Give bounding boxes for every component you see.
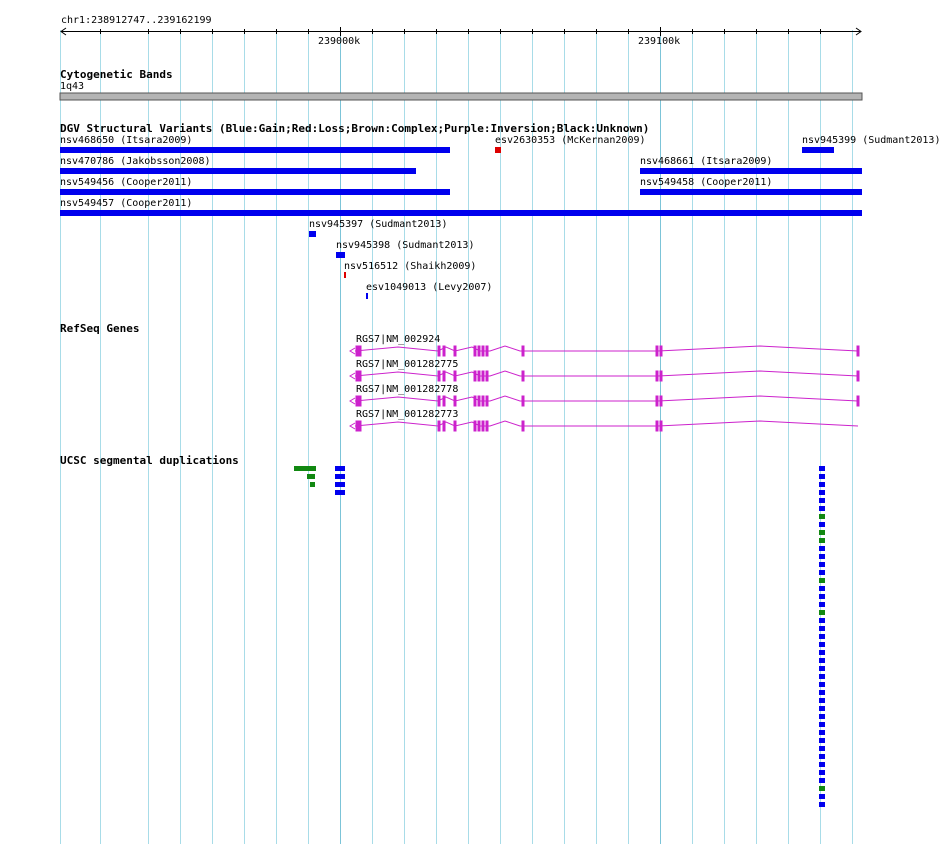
segdup-bar[interactable] — [819, 690, 825, 695]
segdup-bar[interactable] — [819, 802, 825, 807]
dgv-label-nsv945398[interactable]: nsv945398 (Sudmant2013) — [336, 240, 475, 251]
segdup-bar[interactable] — [819, 794, 825, 799]
dgv-label-nsv468650[interactable]: nsv468650 (Itsara2009) — [60, 135, 193, 146]
segdup-bar[interactable] — [819, 546, 825, 551]
dgv-bar-nsv945399[interactable] — [802, 147, 834, 153]
segdup-bar[interactable] — [819, 682, 825, 687]
dgv-label-esv2630353[interactable]: esv2630353 (McKernan2009) — [495, 135, 646, 146]
dgv-label-nsv470786[interactable]: nsv470786 (Jakobsson2008) — [60, 156, 211, 167]
dgv-label-esv1049013[interactable]: esv1049013 (Levy2007) — [366, 282, 493, 293]
tick-label-239100k: 239100k — [638, 36, 681, 47]
dgv-bar-nsv470786[interactable] — [60, 168, 416, 174]
segdup-bar[interactable] — [335, 474, 345, 479]
dgv-bar-nsv549456[interactable] — [60, 189, 450, 195]
segdup-bar[interactable] — [819, 786, 825, 791]
location-readout: chr1:238912747..239162199 — [61, 15, 212, 26]
segdup-bar[interactable] — [819, 490, 825, 495]
segdup-bar[interactable] — [335, 482, 345, 487]
transcript-NM_002924[interactable] — [350, 346, 859, 356]
dgv-bar-nsv549457[interactable] — [60, 210, 862, 216]
segdup-bar[interactable] — [819, 746, 825, 751]
cytoband-1q43[interactable] — [60, 93, 862, 100]
segdup-bar[interactable] — [819, 762, 825, 767]
segdup-bar[interactable] — [819, 650, 825, 655]
segdup-bar[interactable] — [819, 658, 825, 663]
transcript-NM_001282775[interactable] — [350, 371, 859, 381]
segdup-bar[interactable] — [310, 482, 315, 487]
dgv-bar-nsv549458[interactable] — [640, 189, 862, 195]
segdup-bar[interactable] — [819, 754, 825, 759]
refseq-label-NM_002924[interactable]: RGS7|NM_002924 — [356, 334, 441, 345]
transcript-NM_001282778[interactable] — [350, 396, 859, 406]
dgv-label-nsv468661[interactable]: nsv468661 (Itsara2009) — [640, 156, 773, 167]
segdup-bar[interactable] — [819, 698, 825, 703]
segdup-bar[interactable] — [335, 466, 345, 471]
segdup-bar[interactable] — [819, 706, 825, 711]
dgv-bar-nsv945397[interactable] — [309, 231, 316, 237]
dgv-bar-nsv468650[interactable] — [60, 147, 450, 153]
segdup-bar[interactable] — [819, 514, 825, 519]
segdup-bar[interactable] — [819, 554, 825, 559]
segdup-bar[interactable] — [819, 586, 825, 591]
refseq-label-NM_001282773[interactable]: RGS7|NM_001282773 — [356, 409, 459, 420]
dgv-label-nsv945399[interactable]: nsv945399 (Sudmant2013) — [802, 135, 940, 146]
segdup-bar[interactable] — [335, 490, 345, 495]
dgv-bar-esv2630353[interactable] — [495, 147, 501, 153]
segdup-bar[interactable] — [819, 570, 825, 575]
segdup-bar[interactable] — [294, 466, 316, 471]
segdup-track-title[interactable]: UCSC segmental duplications — [60, 454, 239, 467]
segdup-bar[interactable] — [819, 618, 825, 623]
cytoband-label: 1q43 — [60, 81, 85, 92]
segdup-bar[interactable] — [819, 498, 825, 503]
segdup-bar[interactable] — [819, 634, 825, 639]
dgv-label-nsv516512[interactable]: nsv516512 (Shaikh2009) — [344, 261, 477, 272]
dgv-bar-nsv468661[interactable] — [640, 168, 862, 174]
segdup-bar[interactable] — [819, 602, 825, 607]
dgv-label-nsv945397[interactable]: nsv945397 (Sudmant2013) — [309, 219, 448, 230]
segdup-bar[interactable] — [819, 642, 825, 647]
segdup-bar[interactable] — [819, 714, 825, 719]
segdup-bar[interactable] — [819, 594, 825, 599]
segdup-bar[interactable] — [819, 482, 825, 487]
segdup-bar[interactable] — [819, 674, 825, 679]
segdup-bar[interactable] — [819, 666, 825, 671]
segdup-bar[interactable] — [819, 610, 825, 615]
refseq-track-title[interactable]: RefSeq Genes — [60, 322, 140, 335]
segdup-bar[interactable] — [307, 474, 315, 479]
refseq-label-NM_001282775[interactable]: RGS7|NM_001282775 — [356, 359, 459, 370]
dgv-label-nsv549456[interactable]: nsv549456 (Cooper2011) — [60, 177, 193, 188]
dgv-bar-nsv945398[interactable] — [336, 252, 345, 258]
segdup-bar[interactable] — [819, 466, 825, 471]
segdup-bar[interactable] — [819, 474, 825, 479]
segdup-bar[interactable] — [819, 578, 825, 583]
tick-label-239000k: 239000k — [318, 36, 361, 47]
segdup-bar[interactable] — [819, 730, 825, 735]
dgv-track-title[interactable]: DGV Structural Variants (Blue:Gain;Red:Loss;Brown:Complex;Purple:Inversion;Black:Unknown) — [60, 122, 650, 135]
cytoband-track-title[interactable]: Cytogenetic Bands — [60, 68, 173, 81]
segdup-bar[interactable] — [819, 778, 825, 783]
segdup-bar[interactable] — [819, 506, 825, 511]
refseq-label-NM_001282778[interactable]: RGS7|NM_001282778 — [356, 384, 459, 395]
segdup-bar[interactable] — [819, 738, 825, 743]
segdup-bar[interactable] — [819, 530, 825, 535]
segdup-bar[interactable] — [819, 538, 825, 543]
dgv-label-nsv549457[interactable]: nsv549457 (Cooper2011) — [60, 198, 193, 209]
segdup-bar[interactable] — [819, 770, 825, 775]
segdup-bar[interactable] — [819, 522, 825, 527]
segdup-bar[interactable] — [819, 626, 825, 631]
dgv-label-nsv549458[interactable]: nsv549458 (Cooper2011) — [640, 177, 773, 188]
segdup-bar[interactable] — [819, 562, 825, 567]
segdup-stack[interactable] — [819, 466, 825, 807]
segdup-features — [294, 466, 825, 807]
segdup-bar[interactable] — [819, 722, 825, 727]
transcript-NM_001282773[interactable] — [350, 421, 858, 431]
